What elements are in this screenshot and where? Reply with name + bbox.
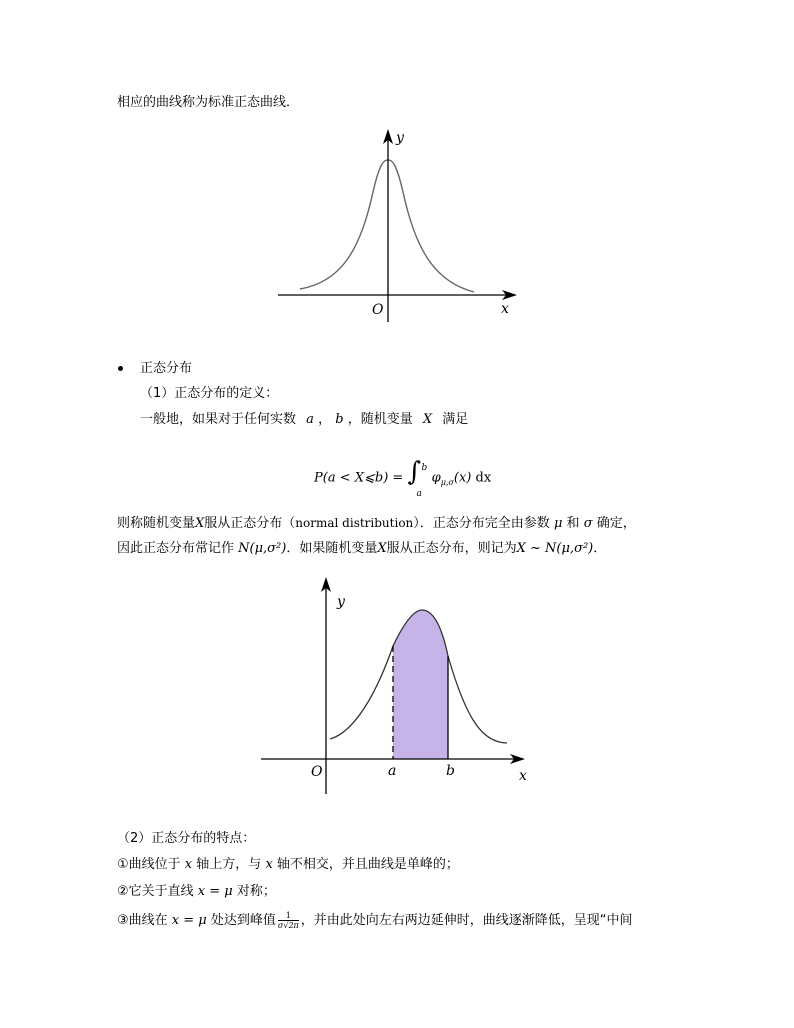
- p2-notation-1: N(μ,σ²): [238, 541, 287, 556]
- integral-icon: ∫: [407, 457, 421, 487]
- def-text-2: ，随机变量: [347, 412, 413, 427]
- p1-text-1: 则称随机变量: [117, 516, 196, 531]
- p2-text-4: ．: [593, 541, 607, 556]
- p2-text-2: ．如果随机变量: [286, 541, 378, 556]
- integral-upper: b: [421, 463, 428, 473]
- bell-curve: [300, 160, 474, 292]
- p1-var-X: X: [195, 516, 205, 531]
- features-heading: （2）正态分布的特点：: [117, 831, 256, 846]
- f3-text-3: ，并由此处向左右两边延伸时，曲线逐渐降低，呈现“中间: [300, 913, 633, 928]
- f1-x1: x: [184, 857, 193, 872]
- formula-lhs: P(a < X⩽b) =: [314, 470, 408, 486]
- section-title: 正态分布: [140, 361, 193, 376]
- f1-text-1: ①曲线位于: [117, 857, 181, 872]
- p1-english-term: normal distribution: [295, 516, 414, 530]
- f2-text-2: 对称；: [236, 884, 276, 899]
- a-label: a: [388, 763, 397, 779]
- origin-label: O: [372, 302, 384, 318]
- p2-var-X: X: [377, 541, 387, 556]
- f1-text-3: 轴不相交，并且曲线是单峰的；: [276, 857, 459, 872]
- shaded-probability-area: [393, 610, 448, 759]
- p1-text-3: ）．正态分布完全由参数: [413, 516, 550, 531]
- p1-text-4: 和: [566, 516, 580, 531]
- fraction-denominator: σ√2π: [277, 921, 299, 930]
- f2-equation: x = μ: [197, 884, 233, 899]
- integral-sign: [407, 457, 428, 499]
- formula-phi-sub: μ,σ: [440, 478, 454, 488]
- formula-dx: dx: [475, 470, 492, 486]
- var-a: a: [306, 412, 314, 427]
- f3-text-2: 处达到峰值: [210, 913, 276, 928]
- origin-label: O: [311, 764, 323, 780]
- bullet-icon: [118, 366, 123, 371]
- integral-lower: a: [416, 489, 422, 499]
- paragraph-line-1: [117, 514, 636, 533]
- fraction-numerator: 1: [278, 911, 299, 921]
- p1-text-5: 确定，: [596, 516, 636, 531]
- p1-text-2: 服从正态分布（: [204, 516, 296, 531]
- p1-sigma: σ: [583, 516, 593, 531]
- x-axis-label: x: [519, 768, 527, 784]
- f1-x2: x: [265, 857, 273, 872]
- normal-distribution-area-figure: [255, 572, 540, 798]
- intro-text: 相应的曲线称为标准正态曲线．: [117, 95, 300, 110]
- p2-text-3: 服从正态分布，则记为: [386, 541, 517, 556]
- y-axis-label: y: [337, 594, 345, 610]
- formula-phi: φ: [431, 470, 441, 486]
- def-text-1: 一般地，如果对于任何实数: [140, 412, 297, 427]
- y-axis-label: y: [396, 130, 404, 146]
- x-axis-label: x: [501, 301, 509, 317]
- formula-rest: (x): [453, 470, 472, 486]
- f3-equation: x = μ: [171, 913, 207, 928]
- var-b: b: [335, 412, 344, 427]
- b-label: b: [446, 763, 455, 779]
- p1-mu: μ: [553, 516, 563, 531]
- var-X: X: [422, 412, 433, 427]
- definition-line: [140, 411, 468, 429]
- def-text-3: 满足: [442, 412, 469, 427]
- feature-item-3: [117, 911, 633, 930]
- f2-text-1: ②它关于直线: [117, 884, 194, 899]
- feature-item-2: [117, 883, 276, 901]
- p2-notation-2: X ~ N(μ,σ²): [516, 541, 594, 556]
- definition-heading: （1）正态分布的定义：: [140, 386, 279, 401]
- feature-item-1: [117, 856, 459, 874]
- def-comma: ，: [318, 412, 332, 427]
- probability-formula: [314, 457, 492, 499]
- f3-text-1: ③曲线在: [117, 913, 168, 928]
- peak-fraction: [278, 911, 299, 930]
- standard-normal-curve-figure: [270, 122, 530, 328]
- f1-text-2: 轴上方，与: [196, 857, 262, 872]
- paragraph-line-2: [117, 540, 606, 558]
- p2-text-1: 因此正态分布常记作: [117, 541, 235, 556]
